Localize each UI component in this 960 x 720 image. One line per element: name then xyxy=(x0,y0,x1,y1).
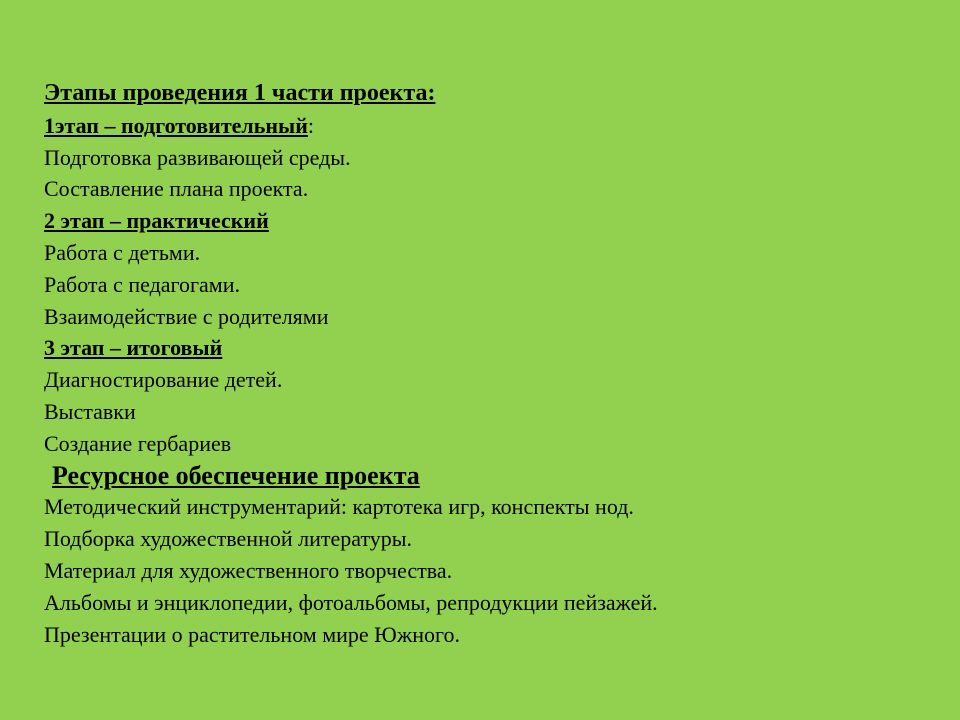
stage-2-item: Взаимодействие с родителями xyxy=(44,303,329,329)
stage-3-title: 3 этап – итоговый xyxy=(44,335,223,361)
stage-1-title xyxy=(44,110,960,142)
stage-2-title: 2 этап – практический xyxy=(44,208,269,234)
resource-item: Материал для художественного творчества. xyxy=(44,557,453,583)
stage-1-item: Подготовка развивающей среды. xyxy=(44,144,351,170)
resource-item: Альбомы и энциклопедии, фотоальбомы, репродукции пейзажей. xyxy=(44,589,658,615)
resources-heading: Ресурсное обеспечение проекта xyxy=(52,460,420,490)
stage-3-item: Создание гербариев xyxy=(44,430,232,456)
stages-heading: Этапы проведения 1 части проекта: xyxy=(44,80,436,106)
stage-3-item: Выставки xyxy=(44,398,136,424)
stage-2-item: Работа с педагогами. xyxy=(44,271,240,297)
stage-3-item: Диагностирование детей. xyxy=(44,367,283,393)
stage-1-suffix: : xyxy=(307,112,315,138)
resource-item: Презентации о растительном мире Южного. xyxy=(44,621,460,647)
stage-1-label: 1этап – подготовительный xyxy=(44,112,308,138)
stage-2-item: Работа с детьми. xyxy=(44,239,201,265)
resource-item: Методический инструментарий: картотека игр, конспекты нод. xyxy=(44,494,634,520)
stage-1-item: Составление плана проекта. xyxy=(44,176,309,202)
resource-item: Подборка художественной литературы. xyxy=(44,526,413,552)
